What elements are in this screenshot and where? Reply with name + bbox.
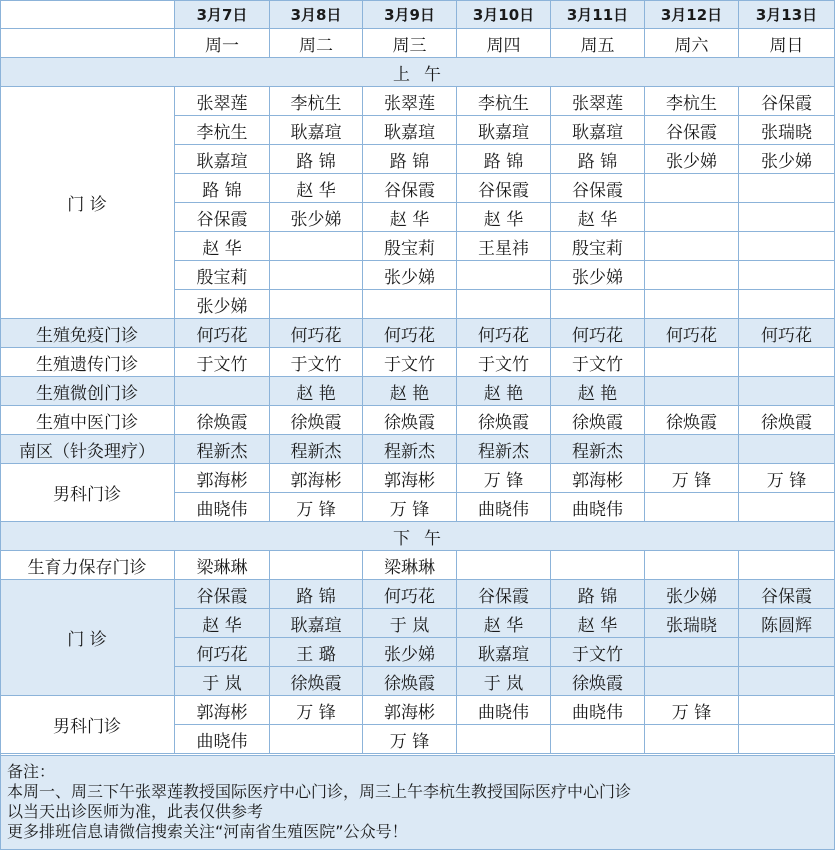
weekday-header: 周一 bbox=[175, 29, 270, 58]
doctor-cell: 赵 艳 bbox=[551, 377, 645, 406]
doctor-cell bbox=[645, 261, 739, 290]
doctor-cell: 万 锋 bbox=[457, 464, 551, 493]
doctor-cell: 路 锦 bbox=[551, 580, 645, 609]
date-header: 3月10日 bbox=[457, 0, 551, 29]
doctor-cell bbox=[645, 377, 739, 406]
doctor-cell: 徐焕霞 bbox=[270, 406, 363, 435]
doctor-cell: 殷宝莉 bbox=[363, 232, 457, 261]
doctor-cell: 徐焕霞 bbox=[457, 406, 551, 435]
doctor-cell: 曲晓伟 bbox=[175, 493, 270, 522]
doctor-cell: 赵 艳 bbox=[270, 377, 363, 406]
doctor-cell: 徐焕霞 bbox=[175, 406, 270, 435]
doctor-cell: 耿嘉瑄 bbox=[457, 638, 551, 667]
notes-line: 更多排班信息请微信搜索关注“河南省生殖医院”公众号！ bbox=[7, 822, 408, 841]
doctor-cell: 李杭生 bbox=[457, 87, 551, 116]
doctor-cell: 于文竹 bbox=[457, 348, 551, 377]
notes-line: 以当天出诊医师为准，此表仅供参考 bbox=[7, 802, 264, 821]
doctor-cell bbox=[645, 232, 739, 261]
clinic-name: 生育力保存门诊 bbox=[0, 551, 175, 580]
doctor-cell bbox=[645, 290, 739, 319]
doctor-cell: 万 锋 bbox=[645, 696, 739, 725]
doctor-cell: 赵 华 bbox=[551, 203, 645, 232]
doctor-cell: 徐焕霞 bbox=[739, 406, 835, 435]
doctor-cell: 曲晓伟 bbox=[457, 493, 551, 522]
section-header-afternoon: 下午 bbox=[0, 522, 835, 551]
doctor-cell: 何巧花 bbox=[270, 319, 363, 348]
weekday-header: 周五 bbox=[551, 29, 645, 58]
doctor-cell: 陈圆辉 bbox=[739, 609, 835, 638]
doctor-cell: 徐焕霞 bbox=[363, 667, 457, 696]
doctor-cell bbox=[645, 725, 739, 754]
doctor-cell bbox=[645, 435, 739, 464]
doctor-cell bbox=[739, 174, 835, 203]
weekday-header: 周四 bbox=[457, 29, 551, 58]
doctor-cell: 徐焕霞 bbox=[270, 667, 363, 696]
doctor-cell: 于 岚 bbox=[363, 609, 457, 638]
doctor-cell: 于文竹 bbox=[551, 348, 645, 377]
doctor-cell: 李杭生 bbox=[645, 87, 739, 116]
doctor-cell: 赵 华 bbox=[175, 609, 270, 638]
doctor-cell: 曲晓伟 bbox=[551, 493, 645, 522]
doctor-cell: 路 锦 bbox=[363, 145, 457, 174]
doctor-cell: 于文竹 bbox=[175, 348, 270, 377]
doctor-cell: 李杭生 bbox=[175, 116, 270, 145]
doctor-cell: 于文竹 bbox=[551, 638, 645, 667]
doctor-cell bbox=[739, 551, 835, 580]
section-header-morning: 上午 bbox=[0, 58, 835, 87]
doctor-cell: 何巧花 bbox=[363, 580, 457, 609]
doctor-cell: 赵 华 bbox=[270, 174, 363, 203]
notes-section bbox=[0, 755, 835, 850]
doctor-cell: 于 岚 bbox=[175, 667, 270, 696]
doctor-cell: 程新杰 bbox=[363, 435, 457, 464]
doctor-cell: 赵 华 bbox=[175, 232, 270, 261]
doctor-cell: 郭海彬 bbox=[551, 464, 645, 493]
clinic-name: 男科门诊 bbox=[0, 696, 175, 754]
header-corner bbox=[0, 0, 175, 29]
doctor-cell bbox=[551, 290, 645, 319]
doctor-cell bbox=[363, 290, 457, 319]
doctor-cell bbox=[645, 551, 739, 580]
date-header: 3月12日 bbox=[645, 0, 739, 29]
doctor-cell: 谷保霞 bbox=[645, 116, 739, 145]
doctor-cell bbox=[270, 725, 363, 754]
doctor-cell: 耿嘉瑄 bbox=[363, 116, 457, 145]
doctor-cell: 程新杰 bbox=[551, 435, 645, 464]
doctor-cell bbox=[739, 290, 835, 319]
doctor-cell: 梁琳琳 bbox=[175, 551, 270, 580]
doctor-cell: 曲晓伟 bbox=[457, 696, 551, 725]
doctor-cell: 赵 艳 bbox=[363, 377, 457, 406]
doctor-cell: 谷保霞 bbox=[739, 87, 835, 116]
notes-heading: 备注： bbox=[7, 762, 56, 781]
doctor-cell: 耿嘉瑄 bbox=[551, 116, 645, 145]
date-header: 3月7日 bbox=[175, 0, 270, 29]
doctor-cell: 曲晓伟 bbox=[175, 725, 270, 754]
doctor-cell bbox=[645, 174, 739, 203]
doctor-cell: 程新杰 bbox=[175, 435, 270, 464]
doctor-cell: 赵 艳 bbox=[457, 377, 551, 406]
doctor-cell: 殷宝莉 bbox=[175, 261, 270, 290]
doctor-cell bbox=[739, 638, 835, 667]
doctor-cell bbox=[270, 551, 363, 580]
doctor-cell: 路 锦 bbox=[175, 174, 270, 203]
clinic-name: 生殖微创门诊 bbox=[0, 377, 175, 406]
doctor-cell bbox=[645, 348, 739, 377]
doctor-cell: 徐焕霞 bbox=[645, 406, 739, 435]
doctor-cell: 于文竹 bbox=[270, 348, 363, 377]
clinic-name: 男科门诊 bbox=[0, 464, 175, 522]
doctor-cell: 曲晓伟 bbox=[551, 696, 645, 725]
doctor-cell bbox=[739, 261, 835, 290]
doctor-cell: 谷保霞 bbox=[363, 174, 457, 203]
doctor-cell: 赵 华 bbox=[363, 203, 457, 232]
header-corner bbox=[0, 29, 175, 58]
doctor-cell bbox=[739, 203, 835, 232]
doctor-cell bbox=[739, 667, 835, 696]
date-header: 3月8日 bbox=[270, 0, 363, 29]
doctor-cell: 万 锋 bbox=[363, 725, 457, 754]
doctor-cell: 郭海彬 bbox=[363, 464, 457, 493]
doctor-cell: 路 锦 bbox=[551, 145, 645, 174]
doctor-cell: 何巧花 bbox=[645, 319, 739, 348]
date-header: 3月13日 bbox=[739, 0, 835, 29]
doctor-cell: 于文竹 bbox=[363, 348, 457, 377]
doctor-cell: 王星祎 bbox=[457, 232, 551, 261]
doctor-cell: 张瑞晓 bbox=[739, 116, 835, 145]
doctor-cell: 谷保霞 bbox=[551, 174, 645, 203]
doctor-cell: 张少娣 bbox=[363, 261, 457, 290]
doctor-cell: 谷保霞 bbox=[739, 580, 835, 609]
doctor-cell: 郭海彬 bbox=[175, 696, 270, 725]
doctor-cell: 张少娣 bbox=[270, 203, 363, 232]
weekday-header: 周三 bbox=[363, 29, 457, 58]
doctor-cell bbox=[457, 725, 551, 754]
doctor-cell bbox=[551, 725, 645, 754]
doctor-cell: 何巧花 bbox=[551, 319, 645, 348]
doctor-cell: 路 锦 bbox=[270, 580, 363, 609]
doctor-cell: 何巧花 bbox=[175, 319, 270, 348]
doctor-cell: 李杭生 bbox=[270, 87, 363, 116]
doctor-cell bbox=[270, 261, 363, 290]
doctor-cell: 路 锦 bbox=[270, 145, 363, 174]
doctor-cell bbox=[739, 725, 835, 754]
doctor-cell bbox=[175, 377, 270, 406]
doctor-cell bbox=[551, 551, 645, 580]
doctor-cell: 何巧花 bbox=[457, 319, 551, 348]
doctor-cell: 徐焕霞 bbox=[551, 667, 645, 696]
doctor-cell: 万 锋 bbox=[363, 493, 457, 522]
clinic-name: 生殖中医门诊 bbox=[0, 406, 175, 435]
doctor-cell: 万 锋 bbox=[270, 696, 363, 725]
doctor-cell: 何巧花 bbox=[363, 319, 457, 348]
doctor-cell: 张翠莲 bbox=[175, 87, 270, 116]
doctor-cell: 何巧花 bbox=[739, 319, 835, 348]
doctor-cell: 耿嘉瑄 bbox=[270, 116, 363, 145]
notes-line: 本周一、周三下午张翠莲教授国际医疗中心门诊，周三上午李杭生教授国际医疗中心门诊 bbox=[7, 782, 632, 801]
doctor-cell: 徐焕霞 bbox=[363, 406, 457, 435]
doctor-cell: 张瑞晓 bbox=[645, 609, 739, 638]
doctor-cell bbox=[457, 290, 551, 319]
doctor-cell bbox=[645, 493, 739, 522]
doctor-cell: 程新杰 bbox=[270, 435, 363, 464]
weekday-header: 周二 bbox=[270, 29, 363, 58]
doctor-cell: 于 岚 bbox=[457, 667, 551, 696]
doctor-cell: 张少娣 bbox=[551, 261, 645, 290]
weekday-header: 周六 bbox=[645, 29, 739, 58]
doctor-cell: 万 锋 bbox=[739, 464, 835, 493]
doctor-cell bbox=[645, 638, 739, 667]
doctor-cell: 张少娣 bbox=[739, 145, 835, 174]
doctor-cell: 张翠莲 bbox=[363, 87, 457, 116]
doctor-cell: 张少娣 bbox=[645, 145, 739, 174]
doctor-cell bbox=[739, 348, 835, 377]
doctor-cell: 郭海彬 bbox=[270, 464, 363, 493]
doctor-cell bbox=[270, 232, 363, 261]
doctor-cell bbox=[645, 203, 739, 232]
doctor-cell bbox=[739, 493, 835, 522]
doctor-cell: 徐焕霞 bbox=[551, 406, 645, 435]
doctor-cell bbox=[457, 261, 551, 290]
doctor-cell: 赵 华 bbox=[551, 609, 645, 638]
clinic-name: 门 诊 bbox=[0, 580, 175, 696]
doctor-cell: 殷宝莉 bbox=[551, 232, 645, 261]
doctor-cell bbox=[457, 551, 551, 580]
clinic-name: 门 诊 bbox=[0, 87, 175, 319]
doctor-cell: 万 锋 bbox=[270, 493, 363, 522]
doctor-cell: 耿嘉瑄 bbox=[175, 145, 270, 174]
doctor-cell: 程新杰 bbox=[457, 435, 551, 464]
clinic-name: 南区（针灸理疗） bbox=[0, 435, 175, 464]
date-header: 3月9日 bbox=[363, 0, 457, 29]
doctor-cell: 谷保霞 bbox=[175, 203, 270, 232]
doctor-cell: 耿嘉瑄 bbox=[457, 116, 551, 145]
doctor-cell: 谷保霞 bbox=[457, 580, 551, 609]
clinic-name: 生殖免疫门诊 bbox=[0, 319, 175, 348]
clinic-name: 生殖遗传门诊 bbox=[0, 348, 175, 377]
doctor-cell bbox=[739, 696, 835, 725]
doctor-cell: 梁琳琳 bbox=[363, 551, 457, 580]
doctor-cell: 张翠莲 bbox=[551, 87, 645, 116]
doctor-cell: 路 锦 bbox=[457, 145, 551, 174]
doctor-cell bbox=[739, 435, 835, 464]
doctor-cell bbox=[645, 667, 739, 696]
doctor-cell: 何巧花 bbox=[175, 638, 270, 667]
doctor-cell: 张少娣 bbox=[363, 638, 457, 667]
doctor-cell: 谷保霞 bbox=[175, 580, 270, 609]
weekday-header: 周日 bbox=[739, 29, 835, 58]
doctor-cell bbox=[739, 232, 835, 261]
doctor-cell: 谷保霞 bbox=[457, 174, 551, 203]
doctor-cell: 张少娣 bbox=[645, 580, 739, 609]
doctor-cell: 万 锋 bbox=[645, 464, 739, 493]
doctor-cell: 郭海彬 bbox=[175, 464, 270, 493]
doctor-cell: 耿嘉瑄 bbox=[270, 609, 363, 638]
doctor-cell: 赵 华 bbox=[457, 203, 551, 232]
doctor-cell: 赵 华 bbox=[457, 609, 551, 638]
doctor-cell: 王 璐 bbox=[270, 638, 363, 667]
date-header: 3月11日 bbox=[551, 0, 645, 29]
doctor-cell bbox=[739, 377, 835, 406]
doctor-cell bbox=[270, 290, 363, 319]
doctor-cell: 张少娣 bbox=[175, 290, 270, 319]
doctor-cell: 郭海彬 bbox=[363, 696, 457, 725]
